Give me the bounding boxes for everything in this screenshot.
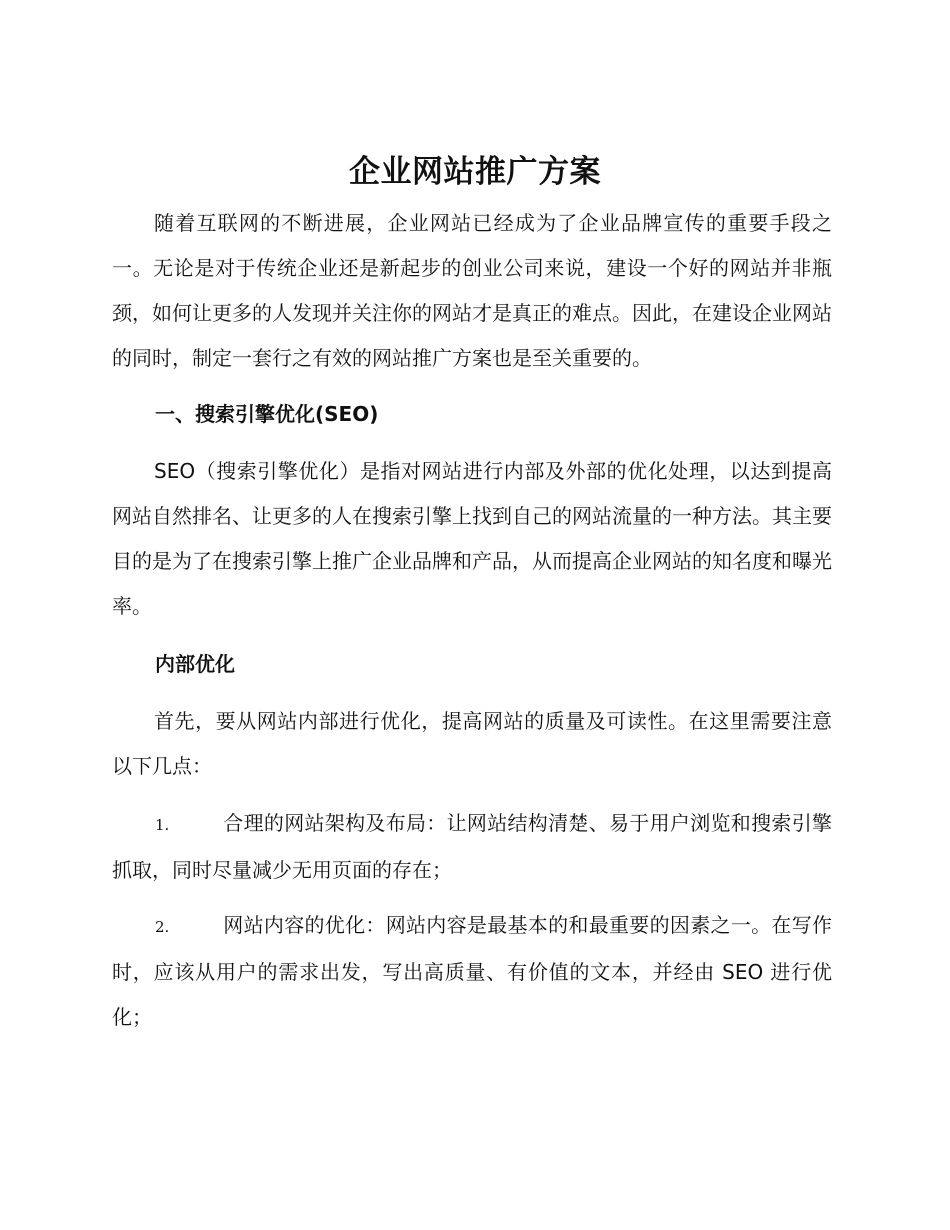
list-number: 1. xyxy=(155,816,170,834)
section-heading-seo: 一、搜索引擎优化(SEO) xyxy=(155,402,379,426)
internal-paragraph: 首先，要从网站内部进行优化，提高网站的质量及可读性。在这里需要注意以下几点： xyxy=(112,709,832,778)
list-text: 合理的网站架构及布局：让网站结构清楚、易于用户浏览和搜索引擎抓取，同时尽量减少无用页面的存在； xyxy=(112,811,832,882)
list-item xyxy=(112,903,832,1040)
list-number: 2. xyxy=(155,918,170,936)
list-text: 网站内容的优化：网站内容是最基本的和最重要的因素之一。在写作时，应该从用户的需求出发，写出高质量、有价值的文本，并经由 SEO 进行优化； xyxy=(112,913,832,1029)
intro-paragraph: 随着互联网的不断进展，企业网站已经成为了企业品牌宣传的重要手段之一。无论是对于传统企业还是新起步的创业公司来说，建设一个好的网站并非瓶颈，如何让更多的人发现并关注你的网站才是真正的难点。因此，在建设企业网站的同时，制定一套行之有效的网站推广方案也是至关重要的。 xyxy=(112,211,832,370)
list-item xyxy=(112,801,832,893)
document-title: 企业网站推广方案 xyxy=(349,154,601,190)
subsection-heading-internal: 内部优化 xyxy=(155,652,235,676)
seo-paragraph: SEO（搜索引擎优化）是指对网站进行内部及外部的优化处理，以达到提高网站自然排名、让更多的人在搜索引擎上找到自己的网站流量的一种方法。其主要目的是为了在搜索引擎上推广企业品牌和产品，从而提高企业网站的知名度和曝光率。 xyxy=(112,459,832,618)
